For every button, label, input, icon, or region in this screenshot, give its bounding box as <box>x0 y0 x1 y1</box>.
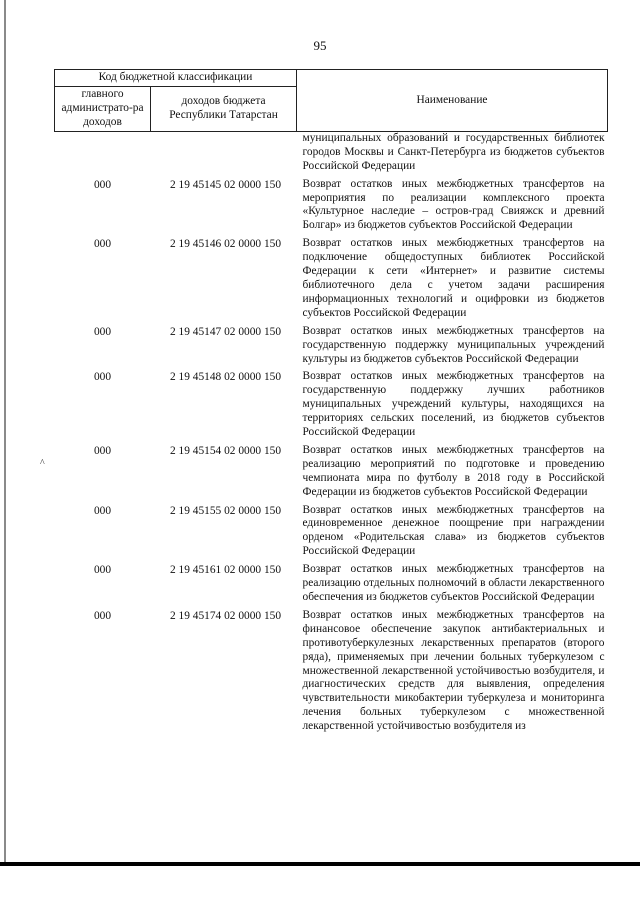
cell-code: 2 19 45161 02 0000 150 <box>169 564 282 577</box>
scan-bottom-bar <box>0 862 640 866</box>
table-row <box>55 178 608 238</box>
cell-admin <box>55 131 151 177</box>
cell-admin: 000 <box>93 238 112 251</box>
cell-admin: 000 <box>93 325 112 338</box>
cell-code: 2 19 45148 02 0000 150 <box>169 371 282 384</box>
page-number: 95 <box>313 38 327 53</box>
cell-code: 2 19 45146 02 0000 150 <box>169 238 282 251</box>
cell-name: Возврат остатков иных межбюджетных трансфертов на государственную поддержку лучших работников муниципальных учреждений культуры, находящихся на территориях сельских поселений, из бюджетов субъектов Российской Федерации <box>302 370 605 439</box>
cell-name: муниципальных образований и государственных библиотек городов Москвы и Санкт-Петербурга из бюджетов субъектов Российской Федерации <box>302 131 605 172</box>
cell-admin: 000 <box>93 609 112 622</box>
cell-code: 2 19 45154 02 0000 150 <box>169 444 282 457</box>
margin-mark: ^ <box>40 458 45 469</box>
header-name: Наименование <box>297 70 608 132</box>
budget-classification-table-container <box>54 69 607 738</box>
table-row <box>55 563 608 609</box>
cell-code: 2 19 45155 02 0000 150 <box>169 504 282 517</box>
cell-name: Возврат остатков иных межбюджетных трансфертов на финансовое обеспечение закупок антибактериальных и противотуберкулезных лекарственных препаратов (второго ряда), применяемых при лечении больных туберкулезом с множественной лекарственной устойчивостью возбудителя, и диагностических средств для выявления, определения чувствительности микобактерии туберкулеза и мониторинга лечения больных туберкулезом с множественной лекарственной устойчивостью возбудителя из <box>302 608 605 733</box>
budget-classification-table <box>54 69 608 738</box>
cell-admin: 000 <box>93 178 112 191</box>
cell-admin: 000 <box>93 564 112 577</box>
cell-name: Возврат остатков иных межбюджетных трансфертов на реализацию отдельных полномочий в области лекарственного обеспечения из бюджетов субъектов Российской Федерации <box>302 563 605 603</box>
header-admin: главного администрато-ра доходов <box>55 86 151 131</box>
cell-code <box>151 131 297 177</box>
cell-name: Возврат остатков иных межбюджетных трансфертов на реализацию мероприятий по подготовке и проведению чемпионата мира по футболу в 2018 году в Российской Федерации из бюджетов субъектов Российской Федерации <box>302 443 605 498</box>
cell-admin: 000 <box>93 504 112 517</box>
table-row <box>55 237 608 324</box>
cell-name: Возврат остатков иных межбюджетных трансфертов на единовременное денежное поощрение при награждении орденом «Родительская слава» из бюджетов субъектов Российской Федерации <box>302 503 605 558</box>
cell-name: Возврат остатков иных межбюджетных трансфертов на подключение общедоступных библиотек Российской Федерации к сети «Интернет» и развитие системы библиотечного дела с учетом задачи расширения информационных технологий и оцифровки из бюджетов субъектов Российской Федерации <box>302 237 605 319</box>
scan-left-edge <box>4 0 6 864</box>
table-row-continuation <box>55 131 608 177</box>
table-body <box>55 131 608 738</box>
table-row <box>55 370 608 444</box>
table-row <box>55 325 608 371</box>
cell-admin: 000 <box>93 371 112 384</box>
header-classification-code: Код бюджетной классификации <box>55 70 297 87</box>
cell-code: 2 19 45147 02 0000 150 <box>169 325 282 338</box>
table-row <box>55 504 608 564</box>
table-header <box>55 70 608 132</box>
cell-name: Возврат остатков иных межбюджетных трансфертов на мероприятия по реализации комплексного проекта «Культурное наследие – остров-град Свияжск и древний Болгар» из бюджетов субъектов Российской Федерации <box>302 177 605 232</box>
header-revenue: доходов бюджета Республики Татарстан <box>151 86 297 131</box>
cell-code: 2 19 45174 02 0000 150 <box>169 609 282 622</box>
cell-admin: 000 <box>93 444 112 457</box>
cell-name: Возврат остатков иных межбюджетных трансфертов на государственную поддержку муниципальных учреждений культуры из бюджетов субъектов Российской Федерации <box>302 324 605 365</box>
table-row <box>55 609 608 738</box>
cell-code: 2 19 45145 02 0000 150 <box>169 178 282 191</box>
table-row <box>55 444 608 504</box>
